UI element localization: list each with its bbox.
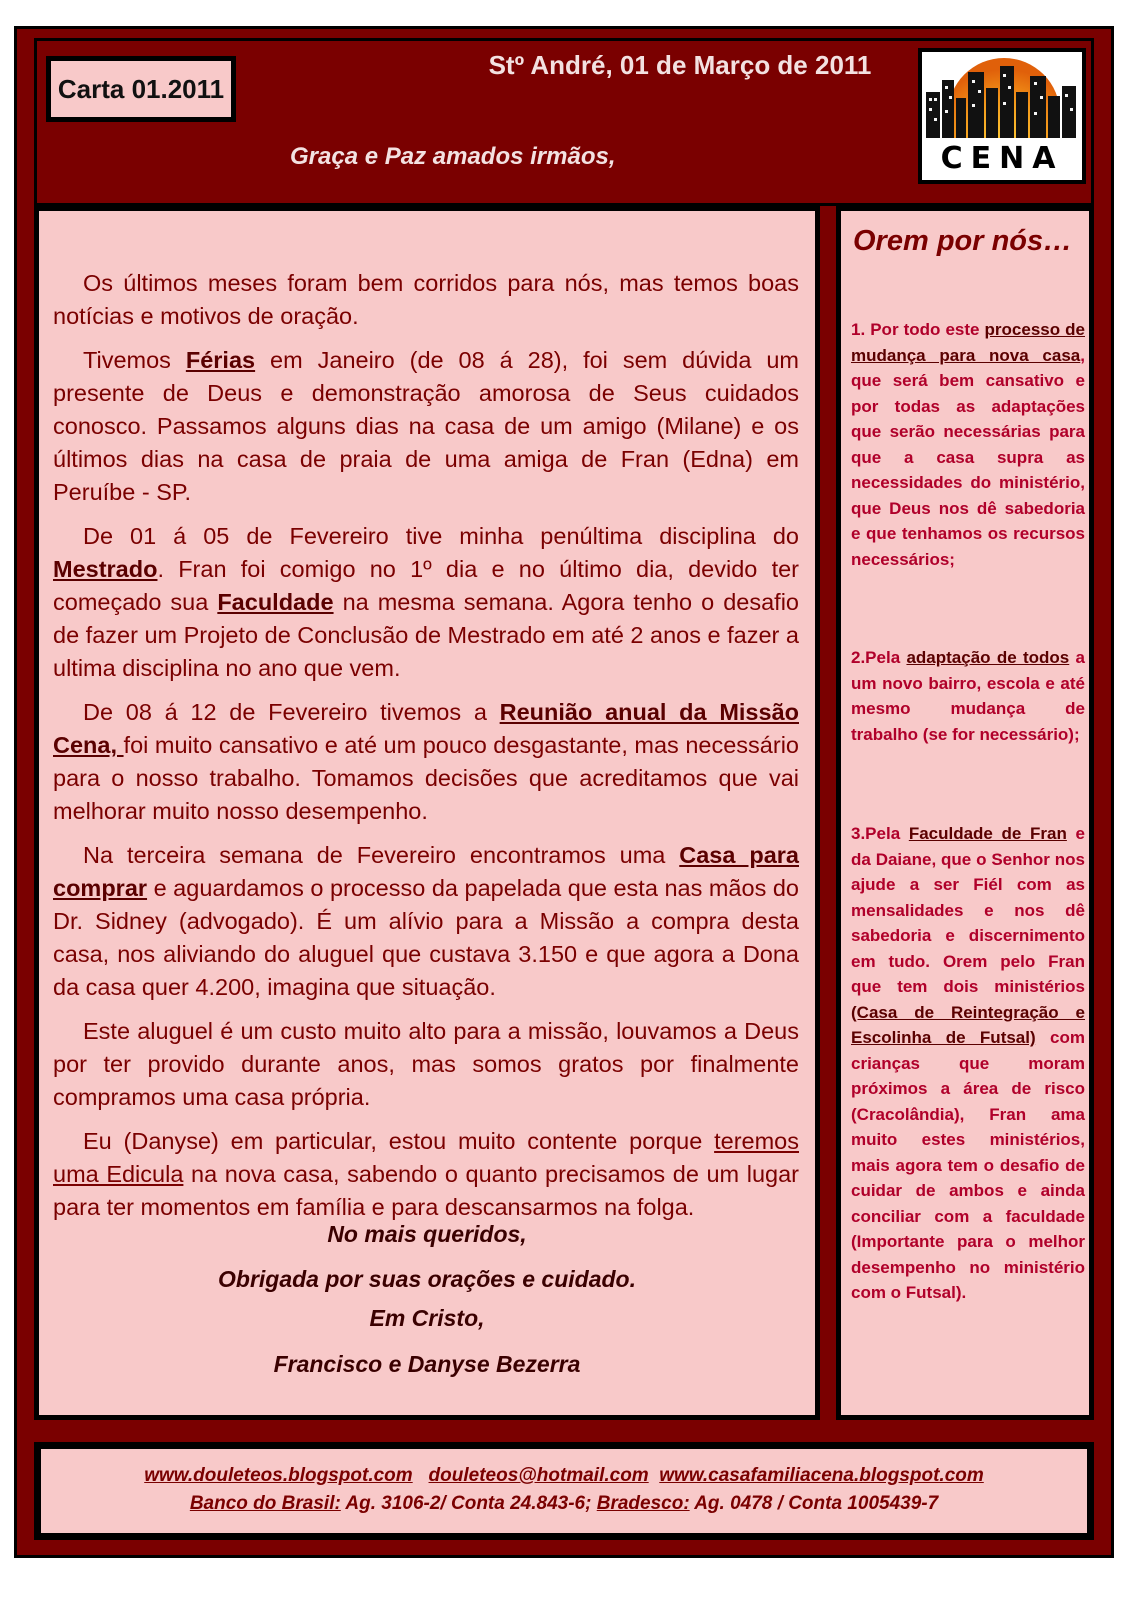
- edicula-highlight: teremos uma Edicula: [53, 1128, 799, 1187]
- contact-links: [41, 1465, 1087, 1487]
- site-link[interactable]: www.casafamiliacena.blogspot.com: [659, 1465, 984, 1486]
- blog-link[interactable]: www.douleteos.blogspot.com: [144, 1465, 413, 1486]
- closing-line-1: No mais queridos,: [327, 1221, 527, 1247]
- text-run: , que será bem cansativo e por todas as adaptações que serão necessárias para que a casa supra as necessidades do ministério, que Deus nos dê sabedoria e que tenhamos os recursos necessários;: [851, 345, 1085, 569]
- text-run: 3.Pela: [851, 824, 909, 843]
- casa-highlight: Casa para comprar: [53, 842, 799, 901]
- email-link[interactable]: douleteos@hotmail.com: [428, 1465, 649, 1486]
- text-run: De 08 á 12 de Fevereiro tivemos a: [83, 699, 500, 725]
- prayer-highlight: processo de mudança para nova casa: [851, 320, 1085, 365]
- bank1-name: Banco do Brasil:: [189, 1493, 341, 1514]
- bank-info: [41, 1493, 1087, 1515]
- faculdade-highlight: Faculdade: [217, 589, 334, 615]
- signature: Francisco e Danyse Bezerra: [273, 1351, 581, 1377]
- paragraph-6: Este aluguel é um custo muito alto para a missão, louvamos a Deus por ter provido durante anos, mas somos gratos por finalmente compramos uma casa própria.: [53, 1018, 799, 1110]
- text-run: Na terceira semana de Fevereiro encontramos uma: [83, 842, 680, 868]
- logo-text: CENA: [940, 141, 1064, 176]
- bank1-info: Ag. 3106-2/ Conta 24.843-6;: [340, 1493, 597, 1514]
- letter-number: Carta 01.2011: [57, 73, 225, 104]
- prayer-item-1: [851, 317, 1085, 572]
- text-run: De 01 á 05 de Fevereiro tive minha penúltima disciplina do: [83, 523, 799, 549]
- text-run: Tivemos: [83, 347, 186, 373]
- reuniao-highlight: Reunião anual da Missão Cena,: [53, 699, 799, 758]
- prayer-sidebar: [836, 206, 1094, 1420]
- sidebar-title: Orem por nós…: [853, 225, 1073, 257]
- paragraph-1: Os últimos meses foram bem corridos para nós, mas temos boas notícias e motivos de oração.: [53, 270, 799, 329]
- text-run: na nova casa, sabendo o quanto precisamos de um lugar para ter momentos em família e para descansarmos na folga.: [53, 1161, 799, 1220]
- prayer-highlight: Faculdade de Fran: [908, 824, 1067, 843]
- bank2-info: Ag. 0478 / Conta 1005439-7: [689, 1493, 939, 1514]
- closing-line-2: Obrigada por suas orações e cuidado.: [218, 1266, 636, 1292]
- text-run: 1. Por todo este: [851, 320, 985, 339]
- paragraph-4: [53, 696, 799, 828]
- prayer-item-2: [851, 645, 1085, 747]
- letter-number-box: [46, 56, 236, 122]
- greeting: Graça e Paz amados irmãos,: [290, 143, 616, 170]
- text-run: na mesma semana. Agora tenho o desafio de fazer um Projeto de Conclusão de Mestrado em até 2 anos e fazer a ultima disciplina no ano que vem.: [53, 589, 799, 681]
- text-run: 2.Pela: [851, 648, 907, 667]
- ferias-highlight: Férias: [185, 347, 256, 373]
- text-run: com crianças que moram próximos a área de risco (Cracolândia), Fran ama muito estes ministérios, mais agora tem o desafio de cuidar de ambos e ainda conciliar com a faculdade (Importante para o melhor desempenho no ministério com o Futsal).: [851, 1028, 1086, 1302]
- mestrado-highlight: Mestrado: [53, 556, 158, 582]
- text-run: em Janeiro (de 08 á 28), foi sem dúvida um presente de Deus e demonstração amorosa de Seus cuidados conosco. Passamos alguns dias na casa de um amigo (Milane) e os últimos dias na casa de praia de uma amiga de Fran (Edna) em Peruíbe - SP.: [53, 347, 799, 505]
- paragraph-2: [53, 344, 799, 509]
- letter-body: [53, 267, 799, 1235]
- contact-footer: [34, 1442, 1094, 1540]
- text-run: foi muito cansativo e até um pouco desgastante, mas necessário para o nosso trabalho. Tomamos decisões que acreditamos que vai melhorar muito nosso desempenho.: [53, 732, 799, 824]
- paragraph-7: [53, 1125, 799, 1224]
- text-run: a um novo bairro, escola e até mesmo mudança de trabalho (se for necessário);: [851, 648, 1086, 744]
- prayer-item-3: [851, 821, 1085, 1306]
- text-run: e da Daiane, que o Senhor nos ajude a ser Fiél com as mensalidades e nos dê sabedoria e discernimento em tudo. Orem pelo Fran que tem dois ministérios: [851, 824, 1086, 996]
- bank2-name: Bradesco:: [596, 1493, 690, 1514]
- closing-line-3: Em Cristo,: [369, 1305, 485, 1331]
- paragraph-3: [53, 520, 799, 685]
- text-run: Eu (Danyse) em particular, estou muito contente porque: [83, 1128, 715, 1154]
- text-run: e aguardamos o processo da papelada que esta nas mãos do Dr. Sidney (advogado). É um alívio para a Missão a compra desta casa, nos aliviando do aluguel que custava 3.150 e que agora a Dona da casa quer 4.200, imagina que situação.: [53, 875, 799, 1000]
- paragraph-5: [53, 839, 799, 1004]
- letter-panel: [34, 206, 820, 1420]
- cena-logo: [918, 48, 1086, 184]
- letter-date: Stº André, 01 de Março de 2011: [488, 50, 872, 80]
- prayer-highlight: (Casa de Reintegração e Escolinha de Futsal): [851, 1002, 1085, 1047]
- prayer-highlight: adaptação de todos: [906, 648, 1070, 667]
- text-run: . Fran foi comigo no 1º dia e no último dia, devido ter começado sua: [53, 556, 799, 615]
